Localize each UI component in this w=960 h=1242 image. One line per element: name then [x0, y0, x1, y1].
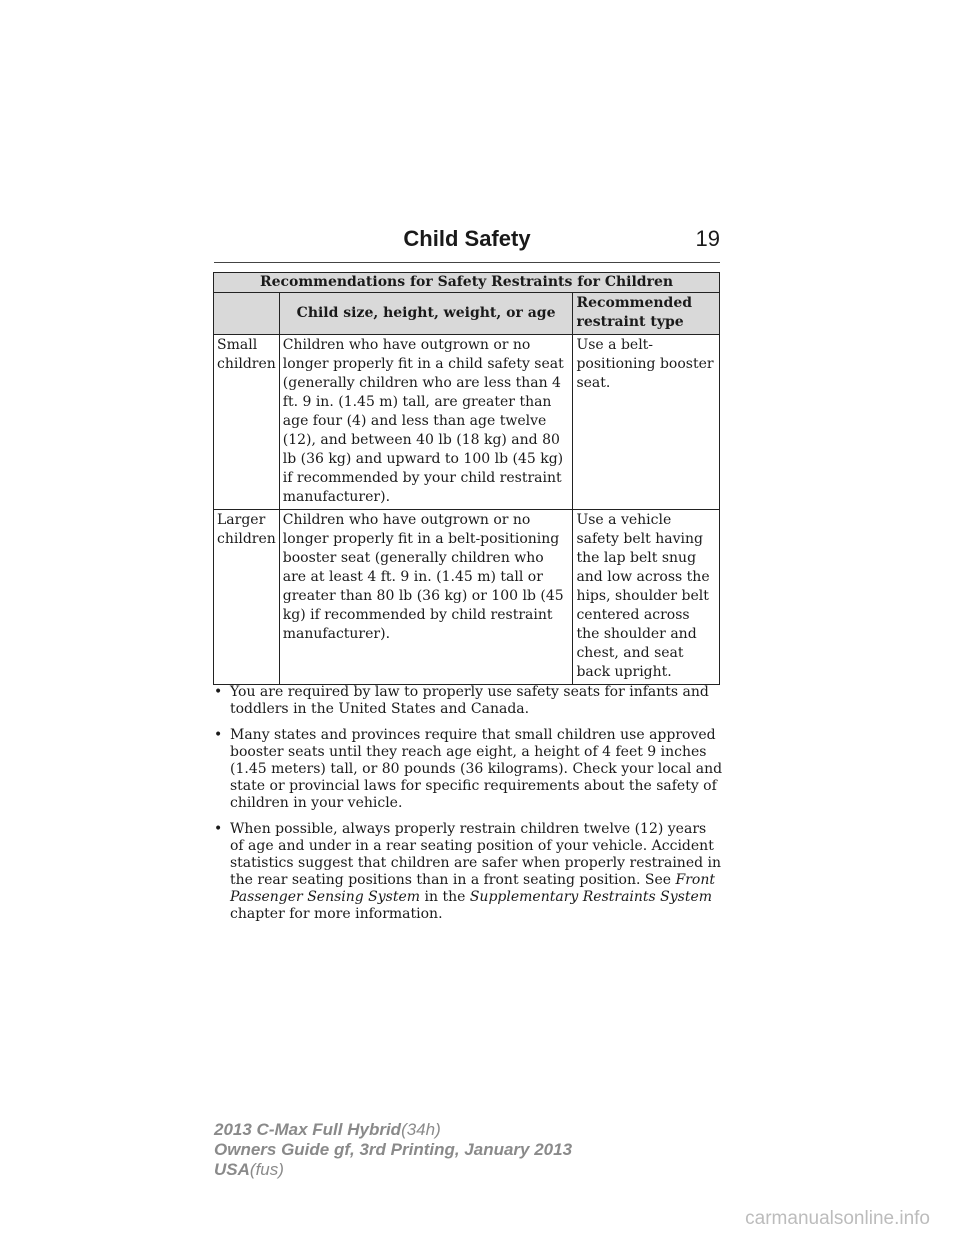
- row-description: Children who have outgrown or no longer properly fit in a belt-positioning booster seat (generally children who are at least 4 ft. 9 in. (1.45 m) tall or greater than 80 lb (36 kg) or 100 lb (45 kg) if recommended by child restraint manufacturer).: [279, 510, 573, 685]
- footer-region: USA: [214, 1160, 250, 1179]
- page-header: [214, 226, 720, 260]
- bullet-icon: •: [214, 684, 223, 700]
- column-header-size: Child size, height, weight, or age: [279, 293, 573, 335]
- table-caption: Recommendations for Safety Restraints for Children: [214, 273, 720, 293]
- footer-line-model: [214, 1120, 572, 1140]
- bullet-icon: •: [214, 727, 223, 743]
- chapter-title: Child Safety: [403, 226, 531, 251]
- row-category: Small children: [214, 335, 280, 510]
- header-divider: [214, 262, 720, 263]
- row-category: Larger children: [214, 510, 280, 685]
- row-description: Children who have outgrown or no longer properly fit in a child safety seat (generally children who are less than 4 ft. 9 in. (1.45 m) tall, are greater than age four (4) and less than age twelve (12), and between 40 lb (18 kg) and 80 lb (36 kg) and upward to 100 lb (45 kg) if recommended by your child restraint manufacturer).: [279, 335, 573, 510]
- footer-model: 2013 C-Max Full Hybrid: [214, 1120, 402, 1139]
- page-number: 19: [695, 226, 720, 251]
- bullet-text-tail: chapter for more information.: [230, 906, 443, 922]
- row-restraint: Use a belt-positioning booster seat.: [573, 335, 720, 510]
- column-header-restraint: Recommended restraint type: [573, 293, 720, 335]
- document-footer: [214, 1120, 572, 1180]
- footer-model-code: (34h): [401, 1120, 441, 1139]
- footer-line-edition: [214, 1140, 572, 1160]
- table-caption-row: [214, 273, 720, 293]
- bullet-text: When possible, always properly restrain children twelve (12) years of age and under in a rear seating position of your vehicle. Accident statistics suggest that children are safer when properly restrained in the rear seating positions than in a front seating position. See: [230, 821, 722, 888]
- bullet-text-mid: in the: [424, 889, 466, 905]
- table-header-row: [214, 293, 720, 335]
- footer-line-region: [214, 1160, 572, 1180]
- footer-region-code: (fus): [249, 1160, 284, 1179]
- footer-edition: Owners Guide gf, 3rd Printing, January 2013: [214, 1140, 573, 1159]
- list-item: [214, 727, 724, 812]
- cross-reference-restraints-system[interactable]: Supplementary Restraints System: [469, 889, 713, 905]
- table-row: [214, 510, 720, 685]
- row-restraint: Use a vehicle safety belt having the lap belt snug and low across the hips, shoulder belt centered across the shoulder and chest, and seat back upright.: [573, 510, 720, 685]
- bullet-text: Many states and provinces require that small children use approved booster seats until they reach age eight, a height of 4 feet 9 inches (1.45 meters) tall, or 80 pounds (36 kilograms). Check your local and state or provincial laws for specific requirements about the safety of children in your vehicle.: [230, 727, 723, 811]
- watermark: carmanualsonline.info: [745, 1208, 930, 1229]
- list-item: [214, 821, 724, 923]
- restraints-table: [213, 272, 720, 685]
- list-item: [214, 684, 724, 718]
- bullet-icon: •: [214, 821, 223, 837]
- safety-bullet-list: [214, 684, 724, 932]
- column-header-category: [214, 293, 280, 335]
- bullet-text: You are required by law to properly use safety seats for infants and toddlers in the United States and Canada.: [230, 684, 709, 717]
- table-row: [214, 335, 720, 510]
- cross-reference-front-passenger[interactable]: Front Passenger Sensing System: [230, 872, 715, 905]
